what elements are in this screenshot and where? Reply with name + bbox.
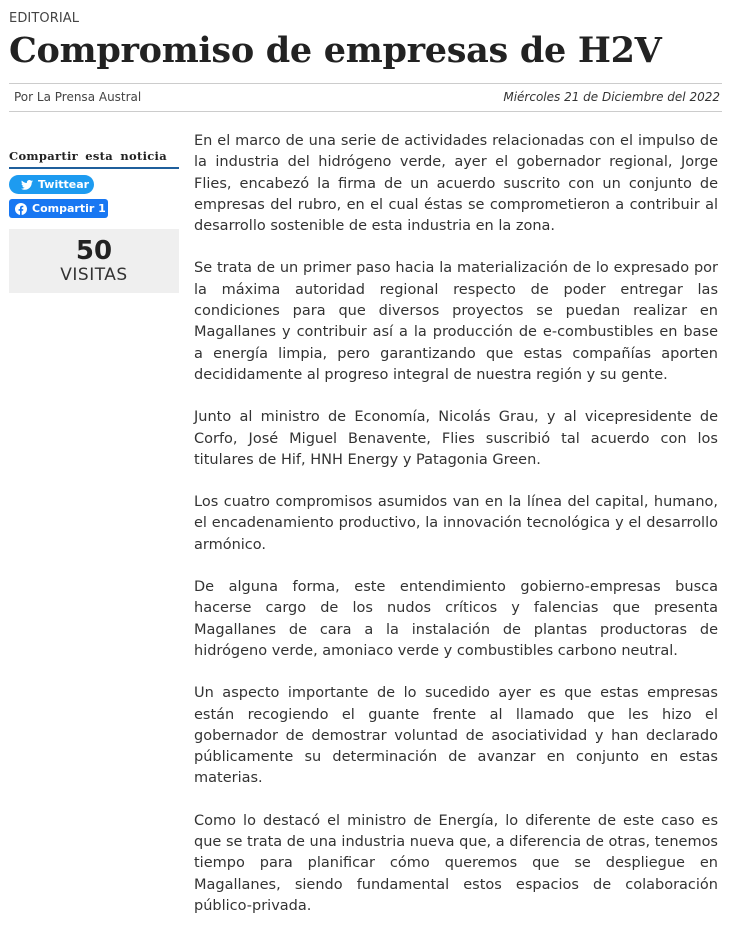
facebook-share-label: Compartir 1 [32, 202, 106, 215]
share-heading: Compartir esta noticia [9, 149, 179, 169]
visits-label: VISITAS [60, 265, 128, 285]
twitter-share-button[interactable] [9, 175, 94, 194]
article-paragraph: Como lo destacó el ministro de Energía, lo diferente de este caso es que se trata de una industria nueva que, a diferencia de otras, tenemos tiempo para planificar cómo queremos que se despliegue en Magallanes, siendo fundamental estos espacios de colaboración público-privada. [194, 812, 718, 914]
publish-date: Miércoles 21 de Diciembre del 2022 [503, 90, 720, 104]
article-paragraph: Se trata de un primer paso hacia la materialización de lo expresado por la máxima autoridad regional respecto de poder entregar las condiciones para que diversos proyectos se puedan realizar en Magallanes y contribuir así a la producción de e-combustibles en base a energía limpia, pero garantizando que estas compañías aporten decididamente al progreso integral de nuestra región y su gente. [194, 260, 718, 383]
section-label: EDITORIAL [9, 11, 80, 26]
visits-counter [9, 229, 179, 293]
article-paragraph: En el marco de una serie de actividades relacionadas con el impulso de la industria del hidrógeno verde, ayer el gobernador regional, Jorge Flies, encabezó la firma de un acuerdo suscrito con un conjunto de empresas del rubro, en el cual éstas se comprometieron a contribuir al desarrollo sostenible de esta industria en la zona. [194, 133, 718, 235]
visits-count: 50 [75, 236, 113, 266]
twitter-bird-icon [21, 180, 33, 190]
article-paragraph: Un aspecto importante de lo sucedido ayer es que estas empresas están recogiendo el guante frente al llamado que les hizo el gobernador de demostrar voluntad de asociatividad y han declarado públicamente su determinación de avanzar en conjunto en estas materias. [194, 685, 718, 787]
article-title: Compromiso de empresas de H2V [9, 30, 662, 71]
byline: Por La Prensa Austral [14, 90, 142, 104]
facebook-icon [15, 203, 27, 215]
article-paragraph: Junto al ministro de Economía, Nicolás Grau, y al vicepresidente de Corfo, José Miguel Benavente, Flies suscribió tal acuerdo con los titulares de Hif, HNH Energy y Patagonia Green. [194, 409, 718, 468]
byline-divider [9, 111, 722, 112]
facebook-share-button[interactable] [9, 199, 108, 218]
title-divider [9, 83, 722, 84]
twitter-share-label: Twittear [38, 178, 90, 191]
article-paragraph: De alguna forma, este entendimiento gobierno-empresas busca hacerse cargo de los nudos críticos y falencias que presenta Magallanes de cara a la instalación de plantas productoras de hidrógeno verde, amoniaco verde y combustibles carbono neutral. [194, 579, 718, 659]
article-paragraph: Los cuatro compromisos asumidos van en la línea del capital, humano, el encadenamiento productivo, la innovación tecnológica y el desarrollo armónico. [194, 494, 718, 553]
